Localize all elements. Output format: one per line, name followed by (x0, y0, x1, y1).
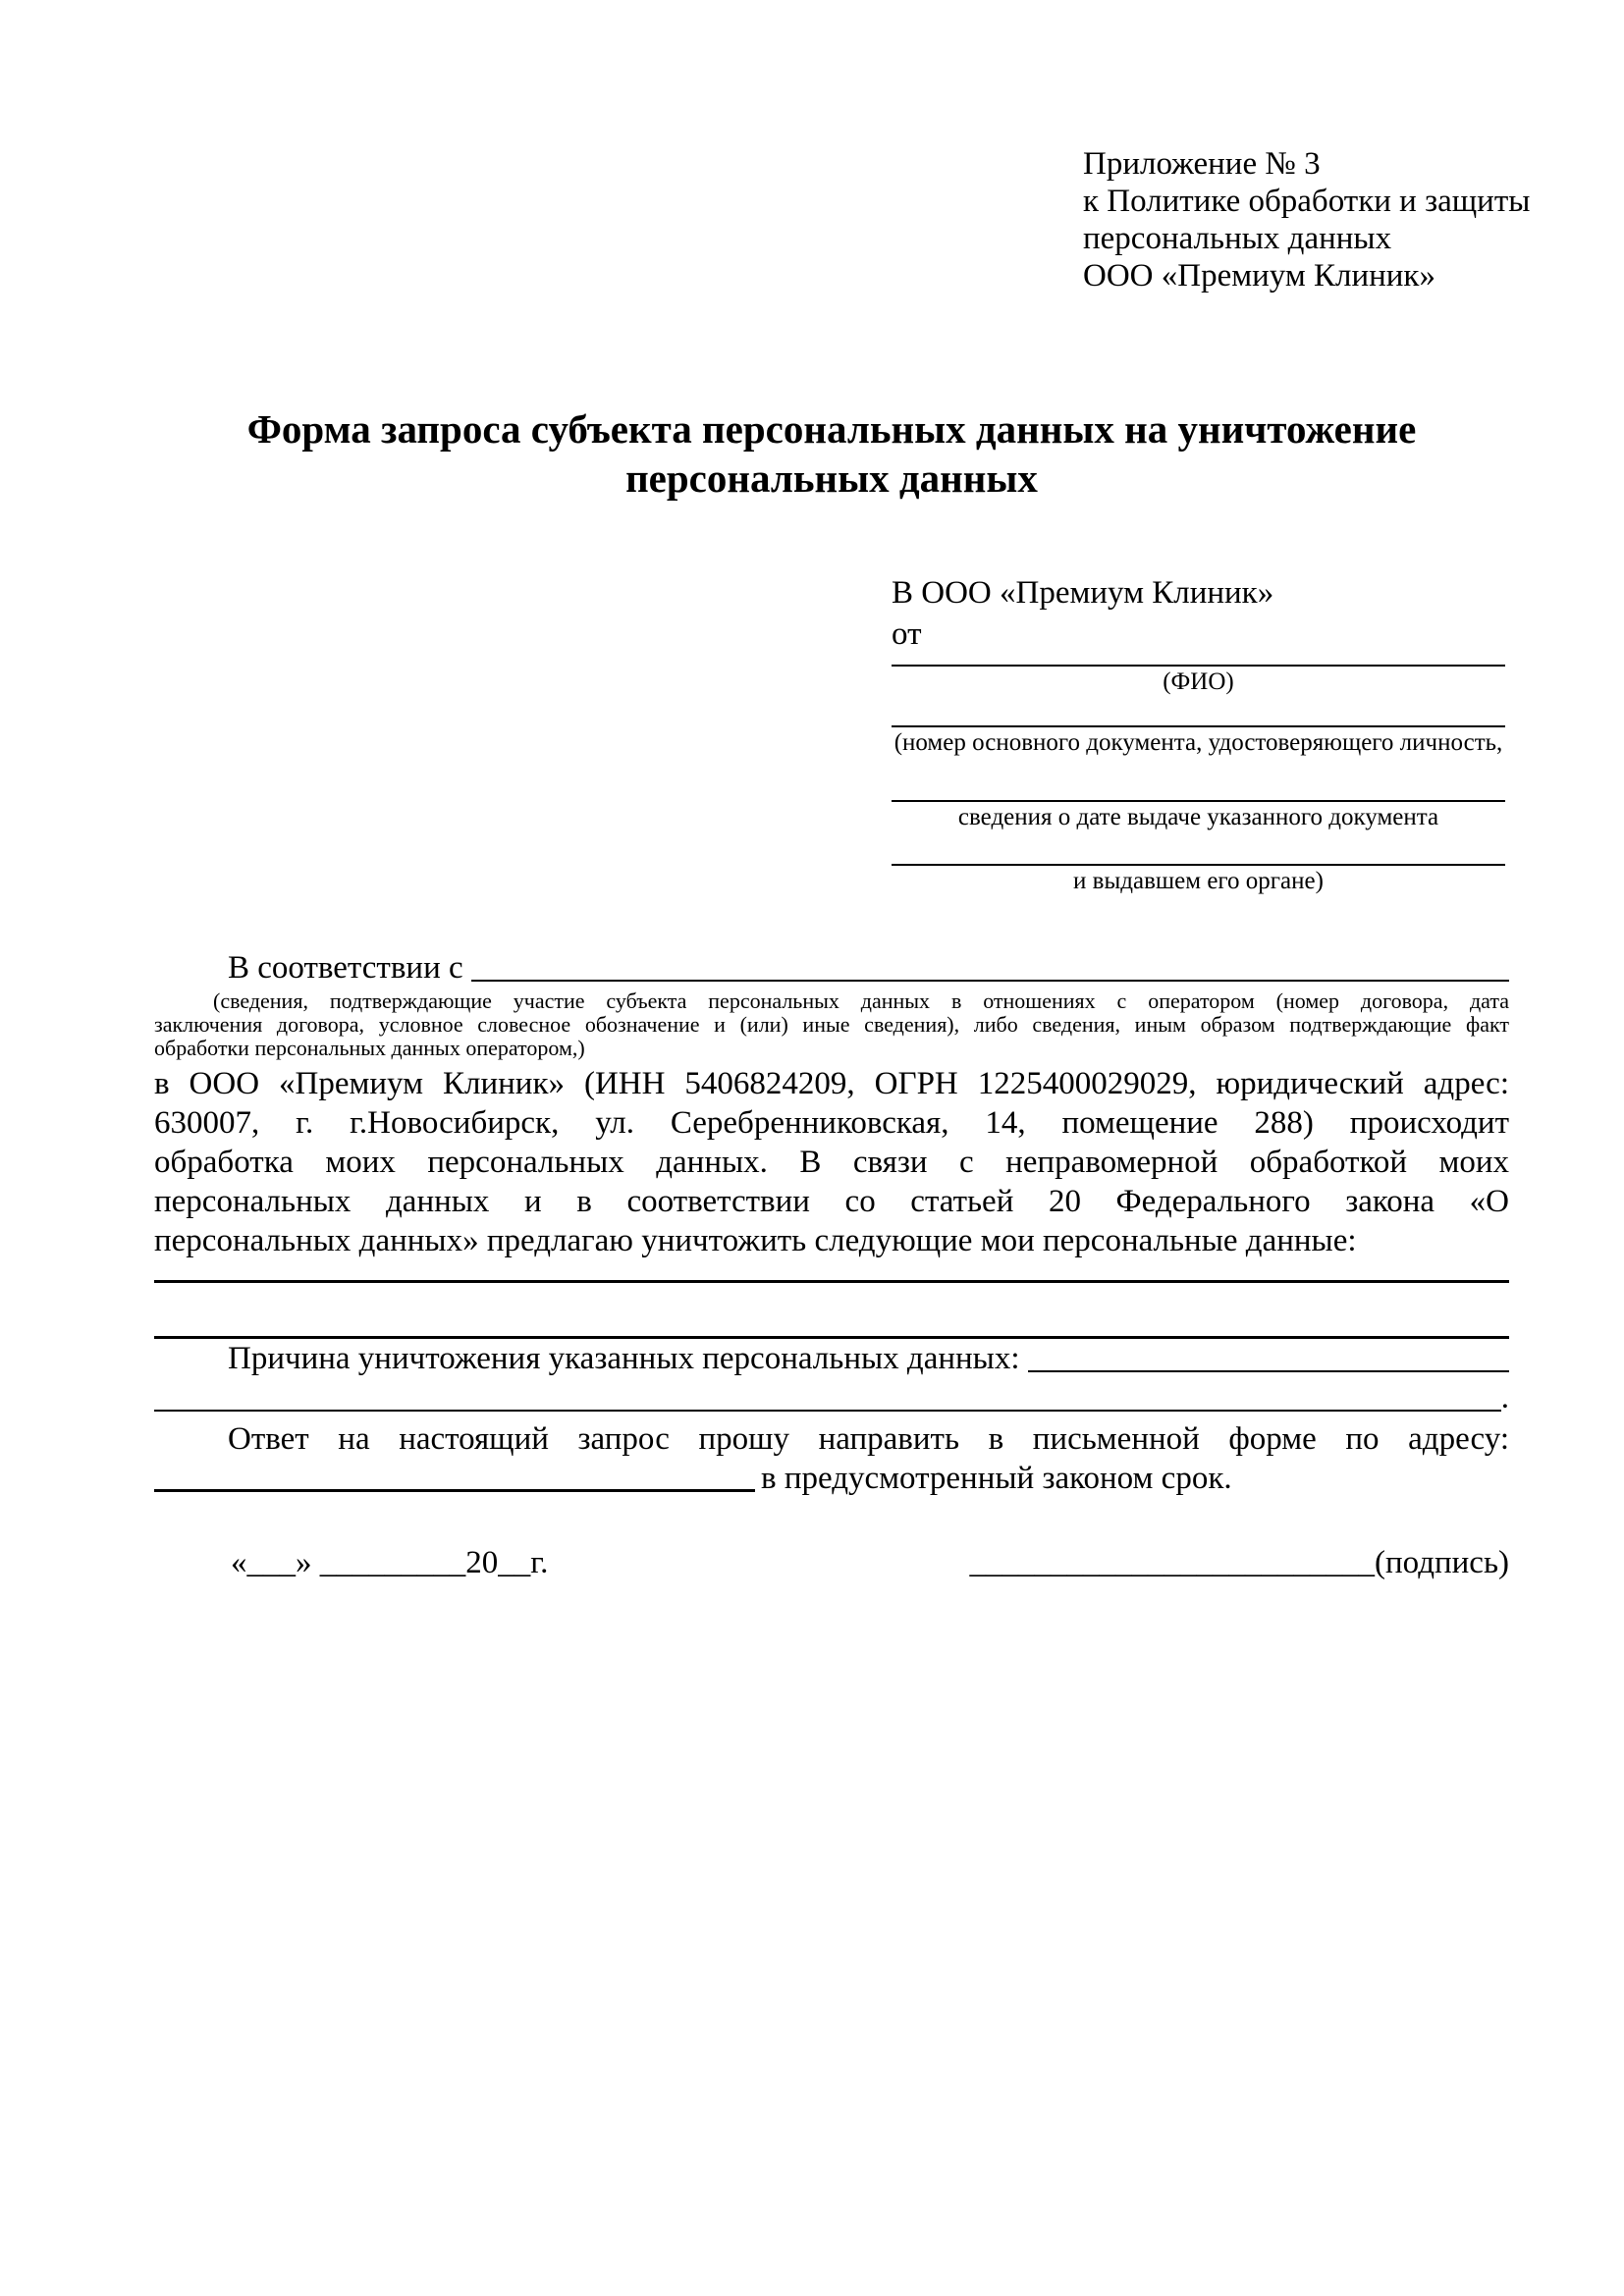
response-address-row (154, 1459, 1509, 1498)
document-body (154, 948, 1509, 1582)
reason-label: Причина уничтожения указанных персональных данных: (228, 1341, 1020, 1376)
document-number-caption: (номер основного документа, удостоверяющего личность, (893, 729, 1503, 756)
accordance-blank-line[interactable] (471, 948, 1509, 982)
appendix-line: к Политике обработки и защиты (1083, 184, 1531, 219)
title-line: Форма запроса субъекта персональных данных на уничтожение (246, 406, 1417, 452)
signature-blank-line[interactable]: _________________________ (969, 1545, 1375, 1580)
addressee-block (892, 572, 1505, 894)
appendix-line: ООО «Премиум Клиник» (1083, 258, 1435, 294)
fine-print-line: заключения договора, условное словесное обозначение и (или) иные сведения), либо сведения, иным образом подтверждающие факт (154, 1012, 1509, 1037)
main-paragraph-line: обработка моих персональных данных. В связи с неправомерной обработкой моих (154, 1145, 1509, 1180)
appendix-line: персональных данных (1083, 221, 1392, 256)
reason-row (154, 1339, 1509, 1378)
addressee-to: В ООО «Премиум Клиник» (892, 575, 1274, 611)
main-paragraph-line: персональных данных» предлагаю уничтожить следующие мои персональные данные: (154, 1223, 1357, 1258)
accordance-row (154, 948, 1509, 988)
addressee-from: от (892, 616, 922, 652)
response-tail-text: в предусмотренный законом срок. (761, 1461, 1232, 1496)
accordance-label: В соответствии с (228, 950, 463, 986)
signature-caption: (подпись) (1375, 1545, 1509, 1580)
issue-date-blank-line[interactable] (892, 756, 1505, 802)
reason-blank-line[interactable] (1028, 1339, 1509, 1372)
document-number-blank-line[interactable] (892, 695, 1505, 727)
appendix-line: Приложение № 3 (1083, 146, 1321, 182)
fio-caption: (ФИО) (1163, 668, 1234, 695)
main-paragraph-line: персональных данных и в соответствии со статьей 20 Федерального закона «О (154, 1184, 1509, 1219)
main-paragraph-line: 630007, г. г.Новосибирск, ул. Серебренниковская, 14, помещение 288) происходит (154, 1105, 1509, 1141)
response-request-line: Ответ на настоящий запрос прошу направить в письменной форме по адресу: (228, 1421, 1509, 1457)
issue-date-caption: сведения о дате выдаче указанного документа (957, 804, 1439, 830)
address-blank-line[interactable] (154, 1459, 755, 1492)
fine-print-note (154, 989, 1509, 1060)
document-title (154, 404, 1509, 503)
fio-field (892, 655, 1505, 695)
date-signature-row (154, 1543, 1509, 1582)
fine-print-line: обработки персональных данных оператором,) (154, 1036, 585, 1060)
fine-print-line: (сведения, подтверждающие участие субъекта персональных данных в отношениях с оператором (номер договора, дата (213, 988, 1509, 1013)
issuing-authority-caption: и выдавшем его органе) (1073, 868, 1324, 894)
line-terminator: . (1500, 1380, 1509, 1415)
fio-blank-line[interactable] (892, 655, 1505, 667)
document-number-field (892, 695, 1505, 756)
issuing-authority-blank-line[interactable] (892, 830, 1505, 866)
reason-blank-line-2[interactable] (154, 1378, 1501, 1412)
main-paragraph-line: в ООО «Премиум Клиник» (ИНН 5406824209, ОГРН 1225400029029, юридический адрес: (154, 1066, 1509, 1101)
data-to-destroy-blank-line-2[interactable] (154, 1283, 1509, 1339)
title-line: персональных данных (625, 455, 1038, 501)
date-blank[interactable]: «___» _________20__г. (231, 1545, 549, 1580)
issuing-authority-field (892, 830, 1505, 894)
signature-group (970, 1543, 1510, 1582)
reason-continuation-row (154, 1378, 1509, 1417)
appendix-note (1083, 145, 1530, 294)
issue-date-field (892, 756, 1505, 830)
main-paragraph (154, 1064, 1509, 1260)
